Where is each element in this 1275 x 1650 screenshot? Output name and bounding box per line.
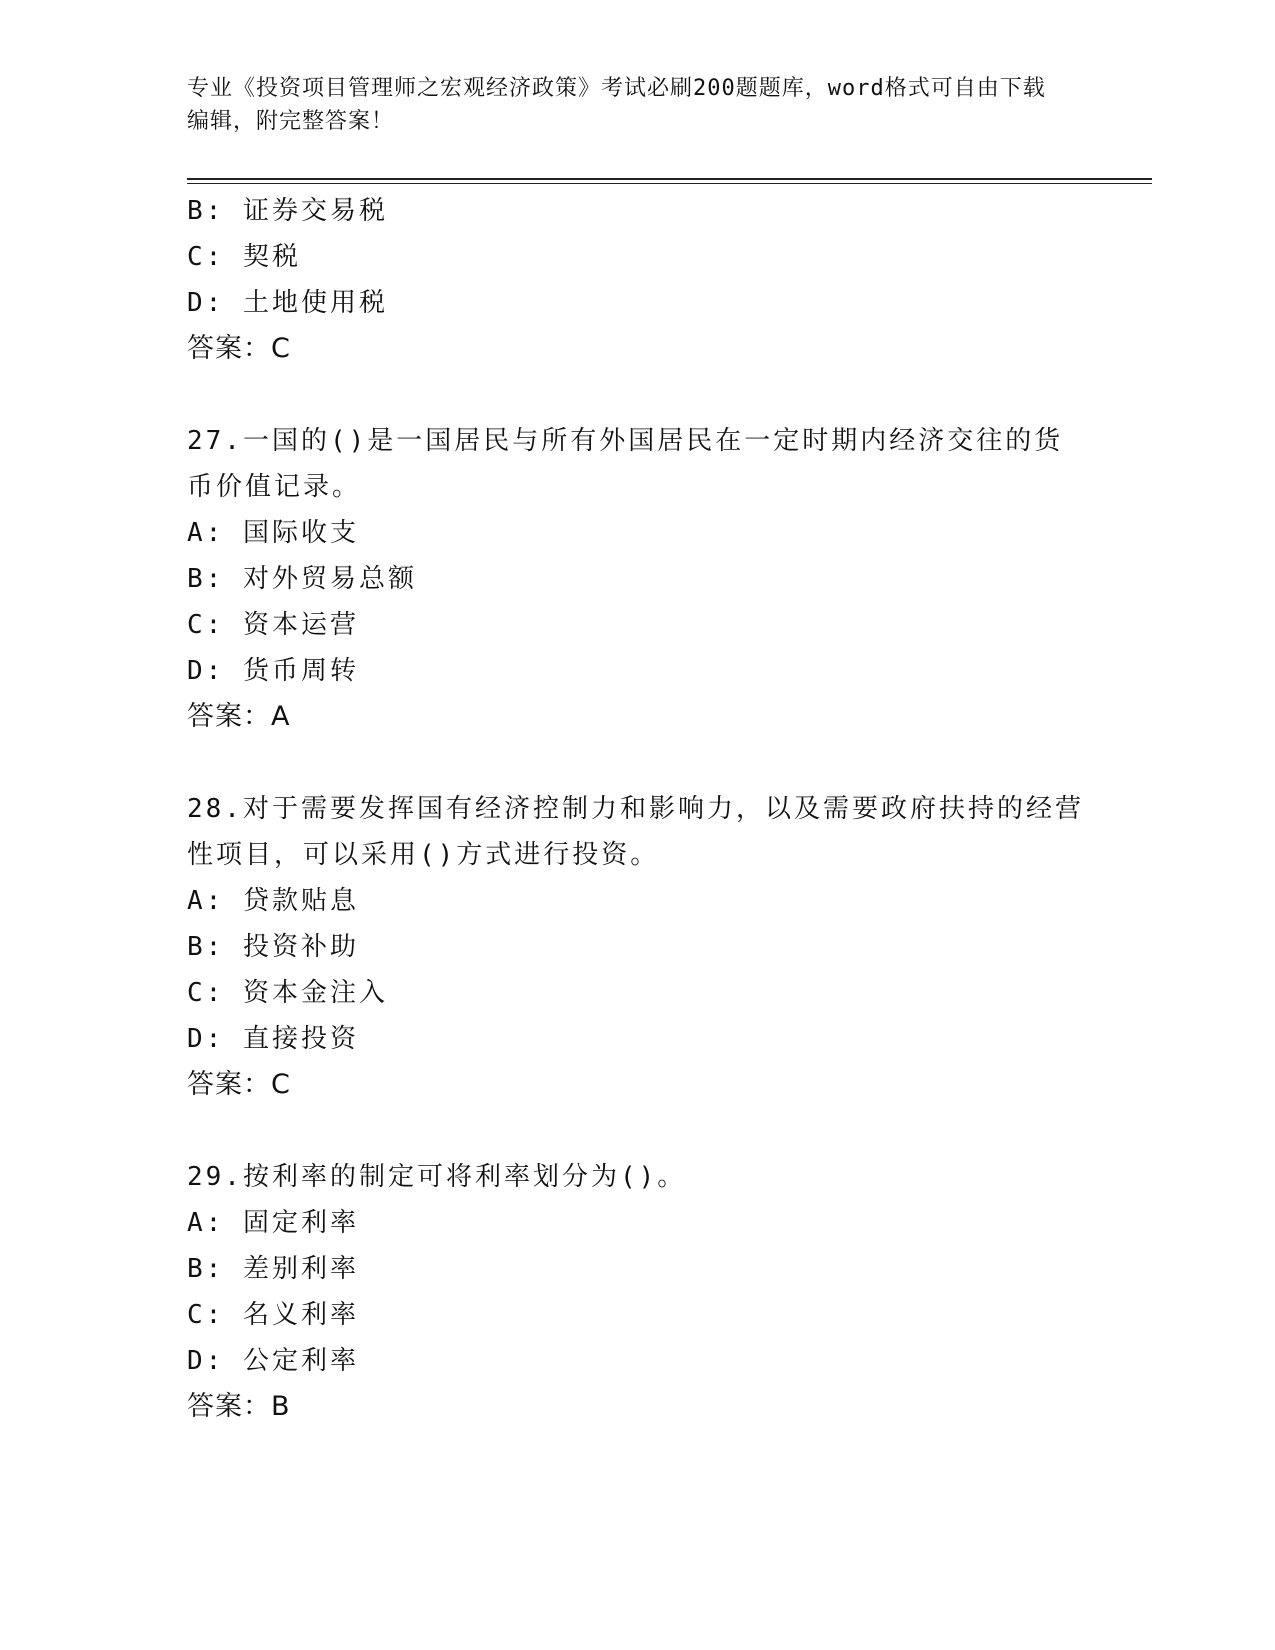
spacer (187, 1108, 1087, 1154)
header-rule-thin (187, 183, 1152, 184)
answer-line: 答案：A (187, 701, 291, 732)
option-b: B: 证券交易税 (187, 196, 388, 226)
option-b: B: 投资补助 (187, 932, 359, 962)
option-d: D: 货币周转 (187, 656, 359, 686)
question-text: 27.一国的()是一国居民与所有外国居民在一定时期内经济交往的货币价值记录。 (187, 426, 1064, 502)
question-text: 28.对于需要发挥国有经济控制力和影响力，以及需要政府扶持的经营性项目，可以采用()方式进行投资。 (187, 794, 1084, 870)
spacer (187, 740, 1087, 786)
question-27 (187, 418, 1087, 740)
option-a: A: 贷款贴息 (187, 886, 359, 916)
option-b: B: 对外贸易总额 (187, 564, 417, 594)
page-header: 专业《投资项目管理师之宏观经济政策》考试必刷200题题库，word格式可自由下载编辑，附完整答案！ (187, 76, 1046, 134)
answer-line: 答案：C (187, 1069, 291, 1100)
option-d: D: 公定利率 (187, 1346, 359, 1376)
question-list (187, 188, 1087, 1430)
option-a: A: 固定利率 (187, 1208, 359, 1238)
spacer (187, 372, 1087, 418)
carryover-block (187, 188, 1087, 372)
option-c: C: 名义利率 (187, 1300, 359, 1330)
question-text: 29.按利率的制定可将利率划分为()。 (187, 1162, 687, 1192)
option-b: B: 差别利率 (187, 1254, 359, 1284)
question-29 (187, 1154, 1087, 1430)
option-d: D: 土地使用税 (187, 288, 388, 318)
option-c: C: 资本运营 (187, 610, 359, 640)
answer-line: 答案：C (187, 333, 291, 364)
option-a: A: 国际收支 (187, 518, 359, 548)
option-c: C: 契税 (187, 242, 301, 272)
option-c: C: 资本金注入 (187, 978, 388, 1008)
header-rule-thick (187, 178, 1152, 180)
option-d: D: 直接投资 (187, 1024, 359, 1054)
question-28 (187, 786, 1087, 1108)
answer-line: 答案：B (187, 1391, 291, 1422)
